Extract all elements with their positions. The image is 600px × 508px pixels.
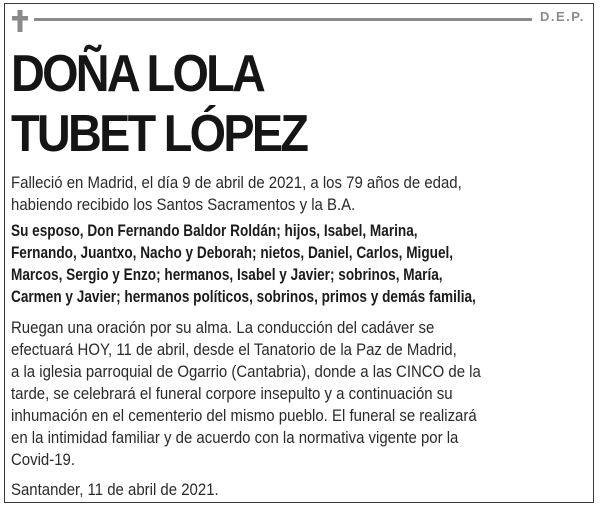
text-line: Marcos, Sergio y Enzo; hermanos, Isabel y Javier; sobrinos, María, (11, 265, 443, 284)
text-line: efectuará HOY, 11 de abril, desde el Tanatorio de la Paz de Madrid, (11, 340, 457, 359)
text-line: Ruegan una oración por su alma. La conducción del cadáver se (11, 318, 435, 337)
deceased-name-line2: TUBET LÓPEZ (11, 105, 307, 163)
text-line: habiendo recibido los Santos Sacramentos y la B.A. (11, 195, 356, 214)
deceased-name-line1: DOÑA LOLA (11, 45, 264, 103)
cross-icon (12, 10, 28, 32)
family-list (11, 220, 491, 308)
text-line: Su esposo, Don Fernando Baldor Roldán; hijos, Isabel, Marina, (11, 221, 418, 240)
text-line: inhumación en el cementerio del mismo pueblo. El funeral se realizará (11, 406, 477, 425)
death-notice (11, 172, 539, 216)
text-line: Fernando, Juantxo, Nacho y Deborah; nietos, Daniel, Carlos, Miguel, (11, 243, 454, 262)
service-info (11, 317, 539, 471)
dep-label: D.E.P. (540, 9, 585, 24)
header-rule (34, 18, 532, 21)
text-line: Carmen y Javier; hermanos políticos, sobrinos, primos y demás familia, (11, 287, 476, 306)
text-line: a la iglesia parroquial de Ogarrio (Cantabria), donde a las CINCO de la (11, 362, 481, 381)
text-line: en la intimidad familiar y de acuerdo con la normativa vigente por la (11, 428, 459, 447)
text-line: tarde, se celebrará el funeral corpore insepulto y a continuación su (11, 384, 453, 403)
closing-line: Santander, 11 de abril de 2021. (11, 480, 219, 499)
text-line: Covid-19. (11, 450, 76, 469)
text-line: Falleció en Madrid, el día 9 de abril de 2021, a los 79 años de edad, (11, 173, 462, 192)
